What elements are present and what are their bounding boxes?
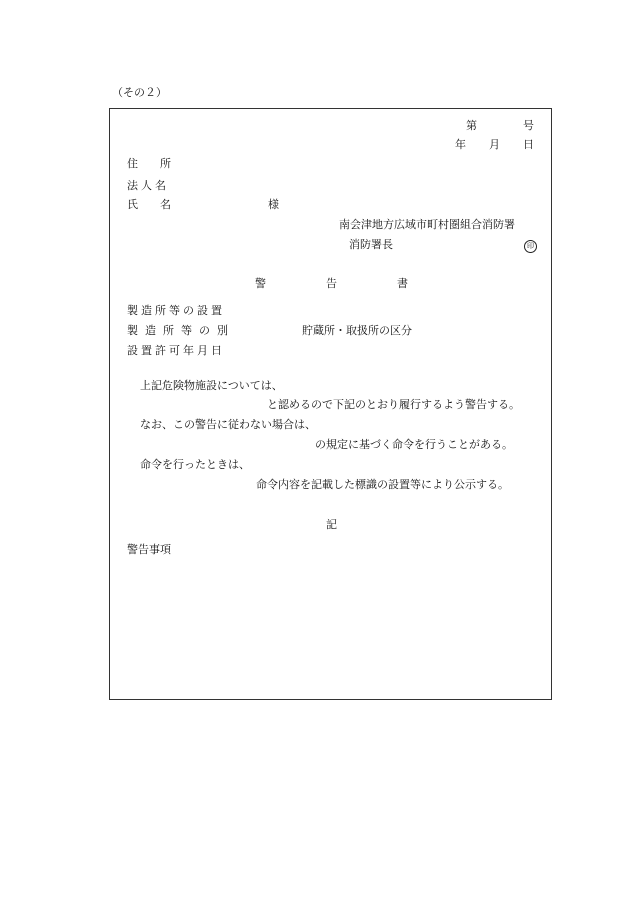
corp-name-label: 法人名 xyxy=(127,179,169,192)
document-label: （その２） xyxy=(112,86,167,99)
date-month: 月 xyxy=(489,138,500,151)
address-label: 住 所 xyxy=(127,157,171,170)
number-prefix: 第 xyxy=(466,119,477,132)
seal-mark: 印 xyxy=(524,240,537,253)
facility-type-label: 製造所等の別 xyxy=(127,324,235,337)
body-line-6: 命令内容を記載した標識の設置等により公示する。 xyxy=(256,478,509,491)
body-line-2: と認めるので下記のとおり履行するよう警告する。 xyxy=(267,398,520,411)
body-line-4: の規定に基づく命令を行うことがある。 xyxy=(315,438,513,451)
permit-date-label: 設置許可年月日 xyxy=(127,344,225,357)
number-suffix: 号 xyxy=(523,119,534,132)
title-char-3: 書 xyxy=(397,277,408,290)
honorific: 様 xyxy=(268,198,279,211)
body-line-3: なお、この警告に従わない場合は、 xyxy=(140,418,316,431)
name-label: 氏 名 xyxy=(127,198,171,211)
facility-type-value: 貯蔵所・取扱所の区分 xyxy=(302,324,412,337)
date-year: 年 xyxy=(455,138,466,151)
date-day: 日 xyxy=(523,138,534,151)
title-char-2: 告 xyxy=(326,277,337,290)
title-char-1: 警 xyxy=(255,277,266,290)
ki-heading: 記 xyxy=(326,518,337,531)
issuer-title: 消防署長 xyxy=(349,238,393,251)
body-line-5: 命令を行ったときは、 xyxy=(140,458,250,471)
issuer-organization: 南会津地方広域市町村圏組合消防署 xyxy=(339,218,515,231)
body-line-1: 上記危険物施設については、 xyxy=(140,379,283,392)
warning-items-label: 警告事項 xyxy=(127,543,171,556)
install-label: 製造所等の設置 xyxy=(127,304,225,317)
